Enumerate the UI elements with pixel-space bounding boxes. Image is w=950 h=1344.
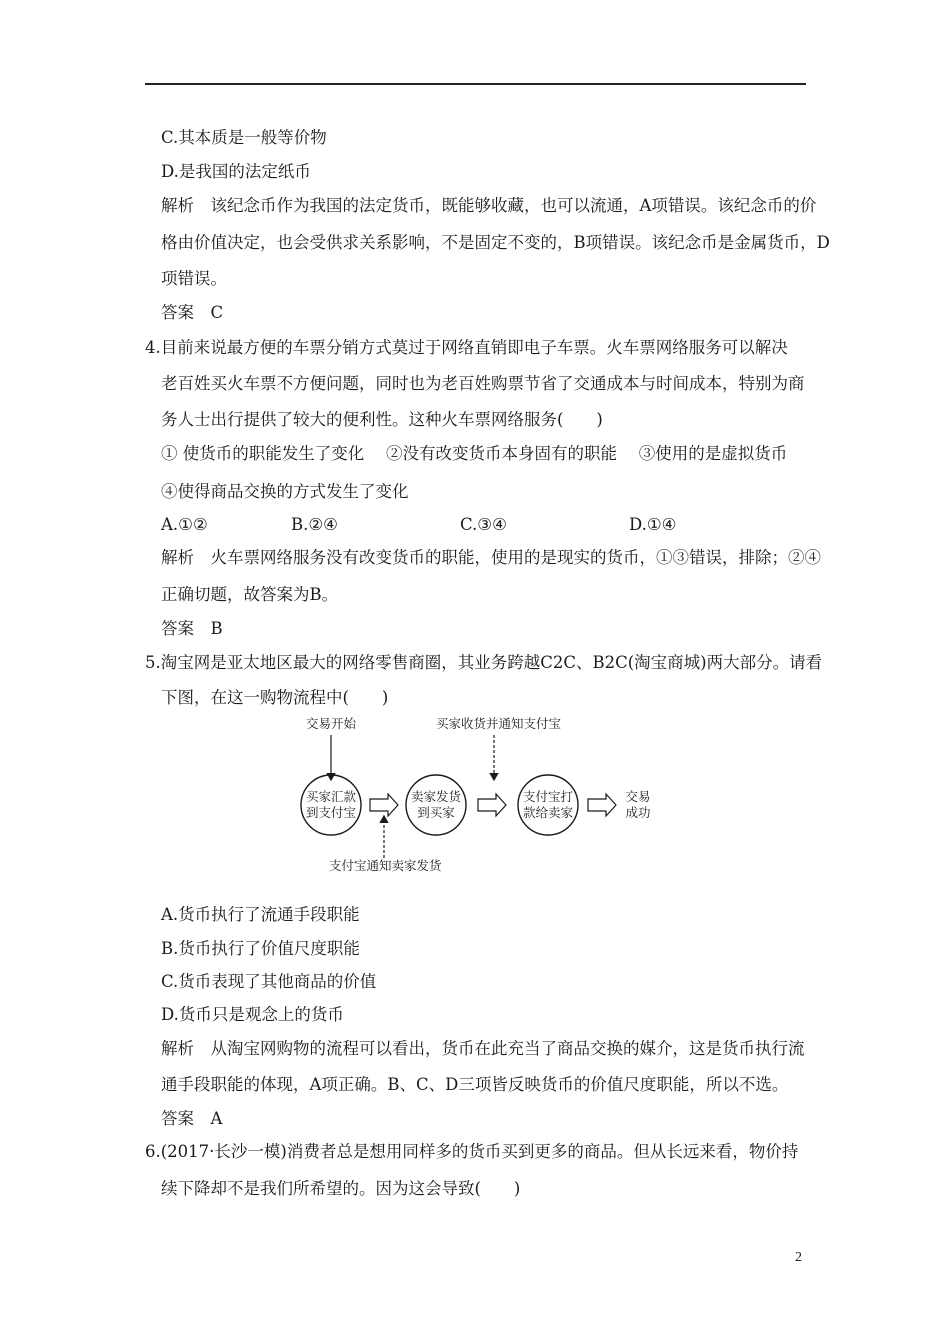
hollow-arrow-3 bbox=[588, 794, 616, 816]
q5-option-a: A.货币执行了流通手段职能 bbox=[161, 905, 360, 924]
page-number: 2 bbox=[795, 1250, 802, 1265]
hollow-arrow-2 bbox=[478, 794, 506, 816]
step3-label-line-2: 款给卖家 bbox=[522, 805, 574, 820]
flow-end-label-line-1: 交易 bbox=[625, 789, 651, 804]
q4-stem-line-3: 务人士出行提供了较大的便利性。这种火车票网络服务( ) bbox=[161, 410, 603, 429]
q4-option-d: D.①④ bbox=[629, 515, 677, 534]
step2-label-line-1: 卖家发货 bbox=[410, 789, 462, 804]
q5-analysis-line-1: 解析 从淘宝网购物的流程可以看出，货币在此充当了商品交换的媒介，这是货币执行流 bbox=[161, 1039, 805, 1058]
flow-top-note: 买家收货并通知支付宝 bbox=[436, 716, 562, 731]
q4-option-b: B.②④ bbox=[291, 515, 338, 534]
q5-answer: 答案 A bbox=[161, 1109, 223, 1128]
q4-answer: 答案 B bbox=[161, 619, 223, 638]
q4-analysis-line-1: 解析 火车票网络服务没有改变货币的职能，使用的是现实的货币，①③错误，排除；②④ bbox=[161, 548, 821, 567]
q3-analysis-line-1: 解析 该纪念币作为我国的法定货币，既能够收藏，也可以流通，A项错误。该纪念币的价 bbox=[161, 196, 817, 215]
q6-stem-line-2: 续下降却不是我们所希望的。因为这会导致( ) bbox=[161, 1179, 521, 1198]
q3-option-c: C.其本质是一般等价物 bbox=[161, 128, 327, 147]
q3-option-d: D.是我国的法定纸币 bbox=[161, 162, 311, 181]
q5-option-c: C.货币表现了其他商品的价值 bbox=[161, 972, 377, 991]
q6-stem-line-1: 6.(2017·长沙一模)消费者总是想用同样多的货币买到更多的商品。但从长远来看，物价持 bbox=[145, 1142, 799, 1161]
q5-analysis-line-2: 通手段职能的体现，A项正确。B、C、D三项皆反映货币的价值尺度职能，所以不选。 bbox=[161, 1075, 789, 1094]
q4-analysis-line-2: 正确切题，故答案为B。 bbox=[161, 585, 339, 604]
flow-start-label: 交易开始 bbox=[306, 716, 357, 731]
q4-statements-line-2: ④使得商品交换的方式发生了变化 bbox=[161, 482, 409, 501]
q5-option-b: B.货币执行了价值尺度职能 bbox=[161, 939, 360, 958]
q3-analysis-line-3: 项错误。 bbox=[161, 269, 227, 288]
shopping-flow-diagram bbox=[296, 710, 666, 875]
q4-option-c: C.③④ bbox=[460, 515, 507, 534]
step1-label-line-2: 到支付宝 bbox=[305, 805, 357, 820]
flow-bottom-note: 支付宝通知卖家发货 bbox=[329, 858, 442, 873]
q5-stem-line-2: 下图，在这一购物流程中( ) bbox=[161, 688, 389, 707]
hollow-arrow-1 bbox=[370, 794, 398, 816]
step2-label-line-2: 到买家 bbox=[417, 805, 455, 820]
q4-option-a: A.①② bbox=[161, 515, 208, 534]
q4-statements-line-1: ① 使货币的职能发生了变化 ②没有改变货币本身固有的职能 ③使用的是虚拟货币 bbox=[161, 444, 788, 463]
header-rule bbox=[145, 83, 806, 85]
q3-analysis-line-2: 格由价值决定，也会受供求关系影响，不是固定不变的，B项错误。该纪念币是金属货币，D bbox=[161, 233, 830, 252]
q5-option-d: D.货币只是观念上的货币 bbox=[161, 1005, 344, 1024]
flow-end-label-line-2: 成功 bbox=[625, 805, 651, 820]
q4-stem-line-1: 4.目前来说最方便的车票分销方式莫过于网络直销即电子车票。火车票网络服务可以解决 bbox=[145, 338, 788, 357]
step1-label-line-1: 买家汇款 bbox=[305, 789, 357, 804]
q4-stem-line-2: 老百姓买火车票不方便问题，同时也为老百姓购票节省了交通成本与时间成本，特别为商 bbox=[161, 374, 805, 393]
q3-answer: 答案 C bbox=[161, 303, 224, 322]
step3-label-line-1: 支付宝打 bbox=[522, 789, 574, 804]
q5-stem-line-1: 5.淘宝网是亚太地区最大的网络零售商圈，其业务跨越C2C、B2C(淘宝商城)两大部分。请看 bbox=[145, 653, 823, 672]
